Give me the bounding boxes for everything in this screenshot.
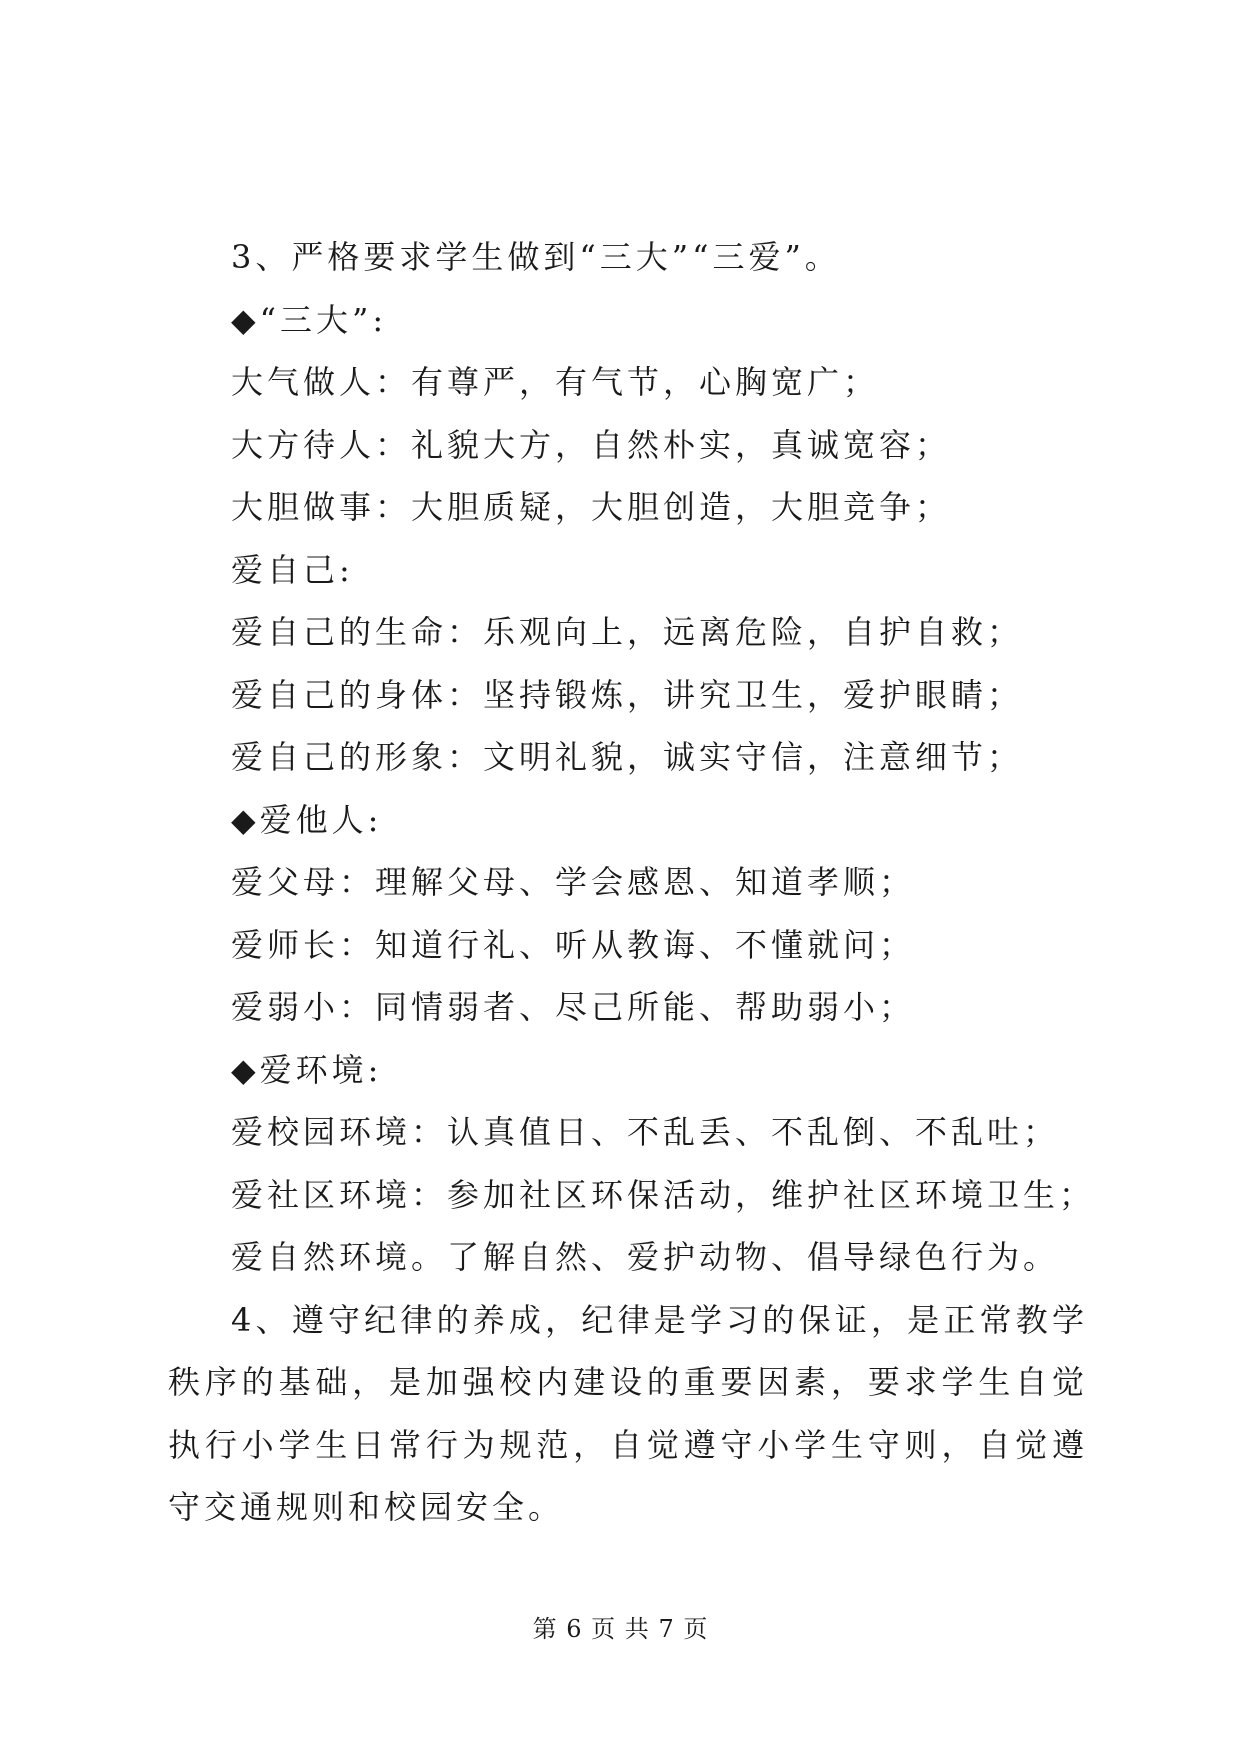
text-line: 爱自己的身体：坚持锻炼，讲究卫生，爱护眼睛； <box>231 675 1024 714</box>
text-line: 爱师长：知道行礼、听从教诲、不懂就问； <box>231 925 916 964</box>
text-line: 爱弱小：同情弱者、尽己所能、帮助弱小； <box>231 988 916 1026</box>
subheading-ai-huanjing: ◆爱环境: <box>231 1050 383 1089</box>
text-line: 爱自己的生命：乐观向上，远离危险，自护自救； <box>231 613 1024 651</box>
section-heading-3: 3、严格要求学生做到“三大”“三爱”。 <box>231 238 841 276</box>
document-body <box>168 226 1096 1539</box>
page-footer: 第 6 页 共 7 页 <box>532 1615 709 1643</box>
text-line: 爱校园环境：认真值日、不乱丢、不乱倒、不乱吐； <box>231 1113 1060 1151</box>
subheading-san-da: ◆“三大”: <box>231 300 388 339</box>
text-line: 爱社区环境：参加社区环保活动，维护社区环境卫生； <box>231 1175 1096 1214</box>
paragraph-4: 4、遵守纪律的养成，纪律是学习的保证，是正常教学秩序的基础，是加强校内建设的重要因素，要求学生自觉执行小学生日常行为规范，自觉遵守小学生守则，自觉遵守交通规则和校园安全。 <box>168 1300 1088 1526</box>
text-line: 大胆做事：大胆质疑，大胆创造，大胆竞争； <box>231 488 952 526</box>
text-line: 爱自己的形象：文明礼貌，诚实守信，注意细节； <box>231 738 1024 776</box>
text-line: 大方待人：礼貌大方，自然朴实，真诚宽容； <box>231 425 952 464</box>
text-line: 大气做人：有尊严，有气节，心胸宽广； <box>231 363 880 401</box>
subheading-ai-taren: ◆爱他人: <box>231 800 383 839</box>
text-line: 爱父母：理解父母、学会感恩、知道孝顺； <box>231 863 916 901</box>
subheading-ai-ziji: 爱自己: <box>231 550 354 589</box>
text-line: 爱自然环境。了解自然、爱护动物、倡导绿色行为。 <box>231 1238 1060 1276</box>
